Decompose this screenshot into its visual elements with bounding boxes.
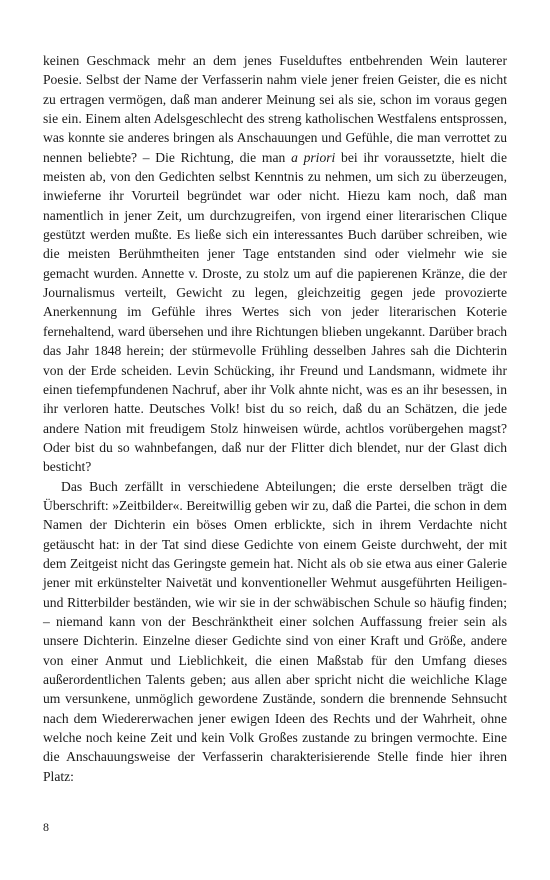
paragraph-continuation: [43, 51, 507, 477]
page-number: 8: [43, 820, 49, 834]
italic-phrase: a priori: [291, 149, 336, 165]
paragraph-text: bei ihr voraussetzte, hielt die meisten ab, von den Gedichten selbst Kenntnis zu nehmen, um sich zu überzeugen, inwieferne ihr Vorurteil begründet war oder nicht. Hiezu kam noch, daß man namentlich in jener Zeit, um durchzugreifen, von irgend einer literarischen Clique gestützt werden mußte. Es ließe sich ein interessantes Buch darüber schreiben, wie die meisten Berühmtheiten jener Tage entstanden sind oder vielmehr wie sie gemacht wurden. Annette v. Droste, zu stolz um auf die papierenen Kränze, die der Journalismus verteilt, Gewicht zu legen, gleichzeitig gegen jede provozierte Anerkennung im Gefühle ihres Wertes sich von jeder literarischen Koterie fernehaltend, ward übersehen und ihre Richtungen blieben ungekannt. Darüber brach das Jahr 1848 herein; der stürmevolle Frühling desselben Jahres sah die Dichterin von der Erde scheiden. Levin Schücking, ihr Freund und Landsmann, widmete ihr einen tiefempfundenen Nachruf, aber ihr Volk ahnte nicht, was es an ihr besessen, in ihr verloren hatte. Deutsches Volk! bist du so reich, daß du an Schätzen, die jede andere Nation mit freudigem Stolz hinweisen würde, achtlos vorübergehen magst? Oder bist du so wahnbefangen, daß nur der Flitter dich blendet, nur der Glast dich besticht?: [43, 149, 507, 475]
paragraph-text: keinen Geschmack mehr an dem jenes Fuselduftes entbehrenden Wein lauterer Poesie. Selbst der Name der Verfasserin nahm viele jener freien Geister, die es nicht zu ertragen vermögen, daß man anderer Meinung sei als sie, schon im voraus gegen sie ein. Einem alten Adelsgeschlecht des streng katholischen Westfalens entsprossen, was konnte sie anderes bringen als Anschauungen und Gefühle, die man verrottet zu nennen beliebte? – Die Richtung, die man: [43, 53, 507, 165]
paragraph: Das Buch zerfällt in verschiedene Abteilungen; die erste derselben trägt die Überschrift: »Zeitbilder«. Bereitwillig geben wir zu, daß die Partei, die schon in dem Namen der Dichterin ein böses Omen erblickte, sich in ihrem Verdachte nicht getäuscht hat: in der Tat sind diese Gedichte von einem Geiste durchweht, der mit dem Zeitgeist nicht das Geringste gemein hat. Nicht als ob sie etwa aus einer Galerie jener mit erkünstelter Naivetät und konventioneller Wehmut ausgeführten Heiligen- und Ritterbilder beständen, wie wir sie in der schwäbischen Schule so häufig finden; – niemand kann von der Beschränktheit einer solchen Auffassung freier sein als unsere Dichterin. Einzelne dieser Gedichte sind von einer Kraft und Größe, andere von einer Anmut und Lieblichkeit, die einen Maßstab für den Umfang dieses außerordentlichen Talents geben; aus allen aber spricht nicht die weichliche Klage um versunkene, unmöglich gewordene Zustände, sondern die brennende Sehnsucht nach dem Wiedererwachen jener ewigen Ideen des Rechts und der Wahrheit, ohne welche noch keine Zeit und kein Volk Großes zustande zu bringen vermochte. Eine die Anschauungsweise der Verfasserin charakterisierende Stelle finde hier ihren Platz:: [43, 478, 507, 784]
body-text: [43, 51, 507, 786]
